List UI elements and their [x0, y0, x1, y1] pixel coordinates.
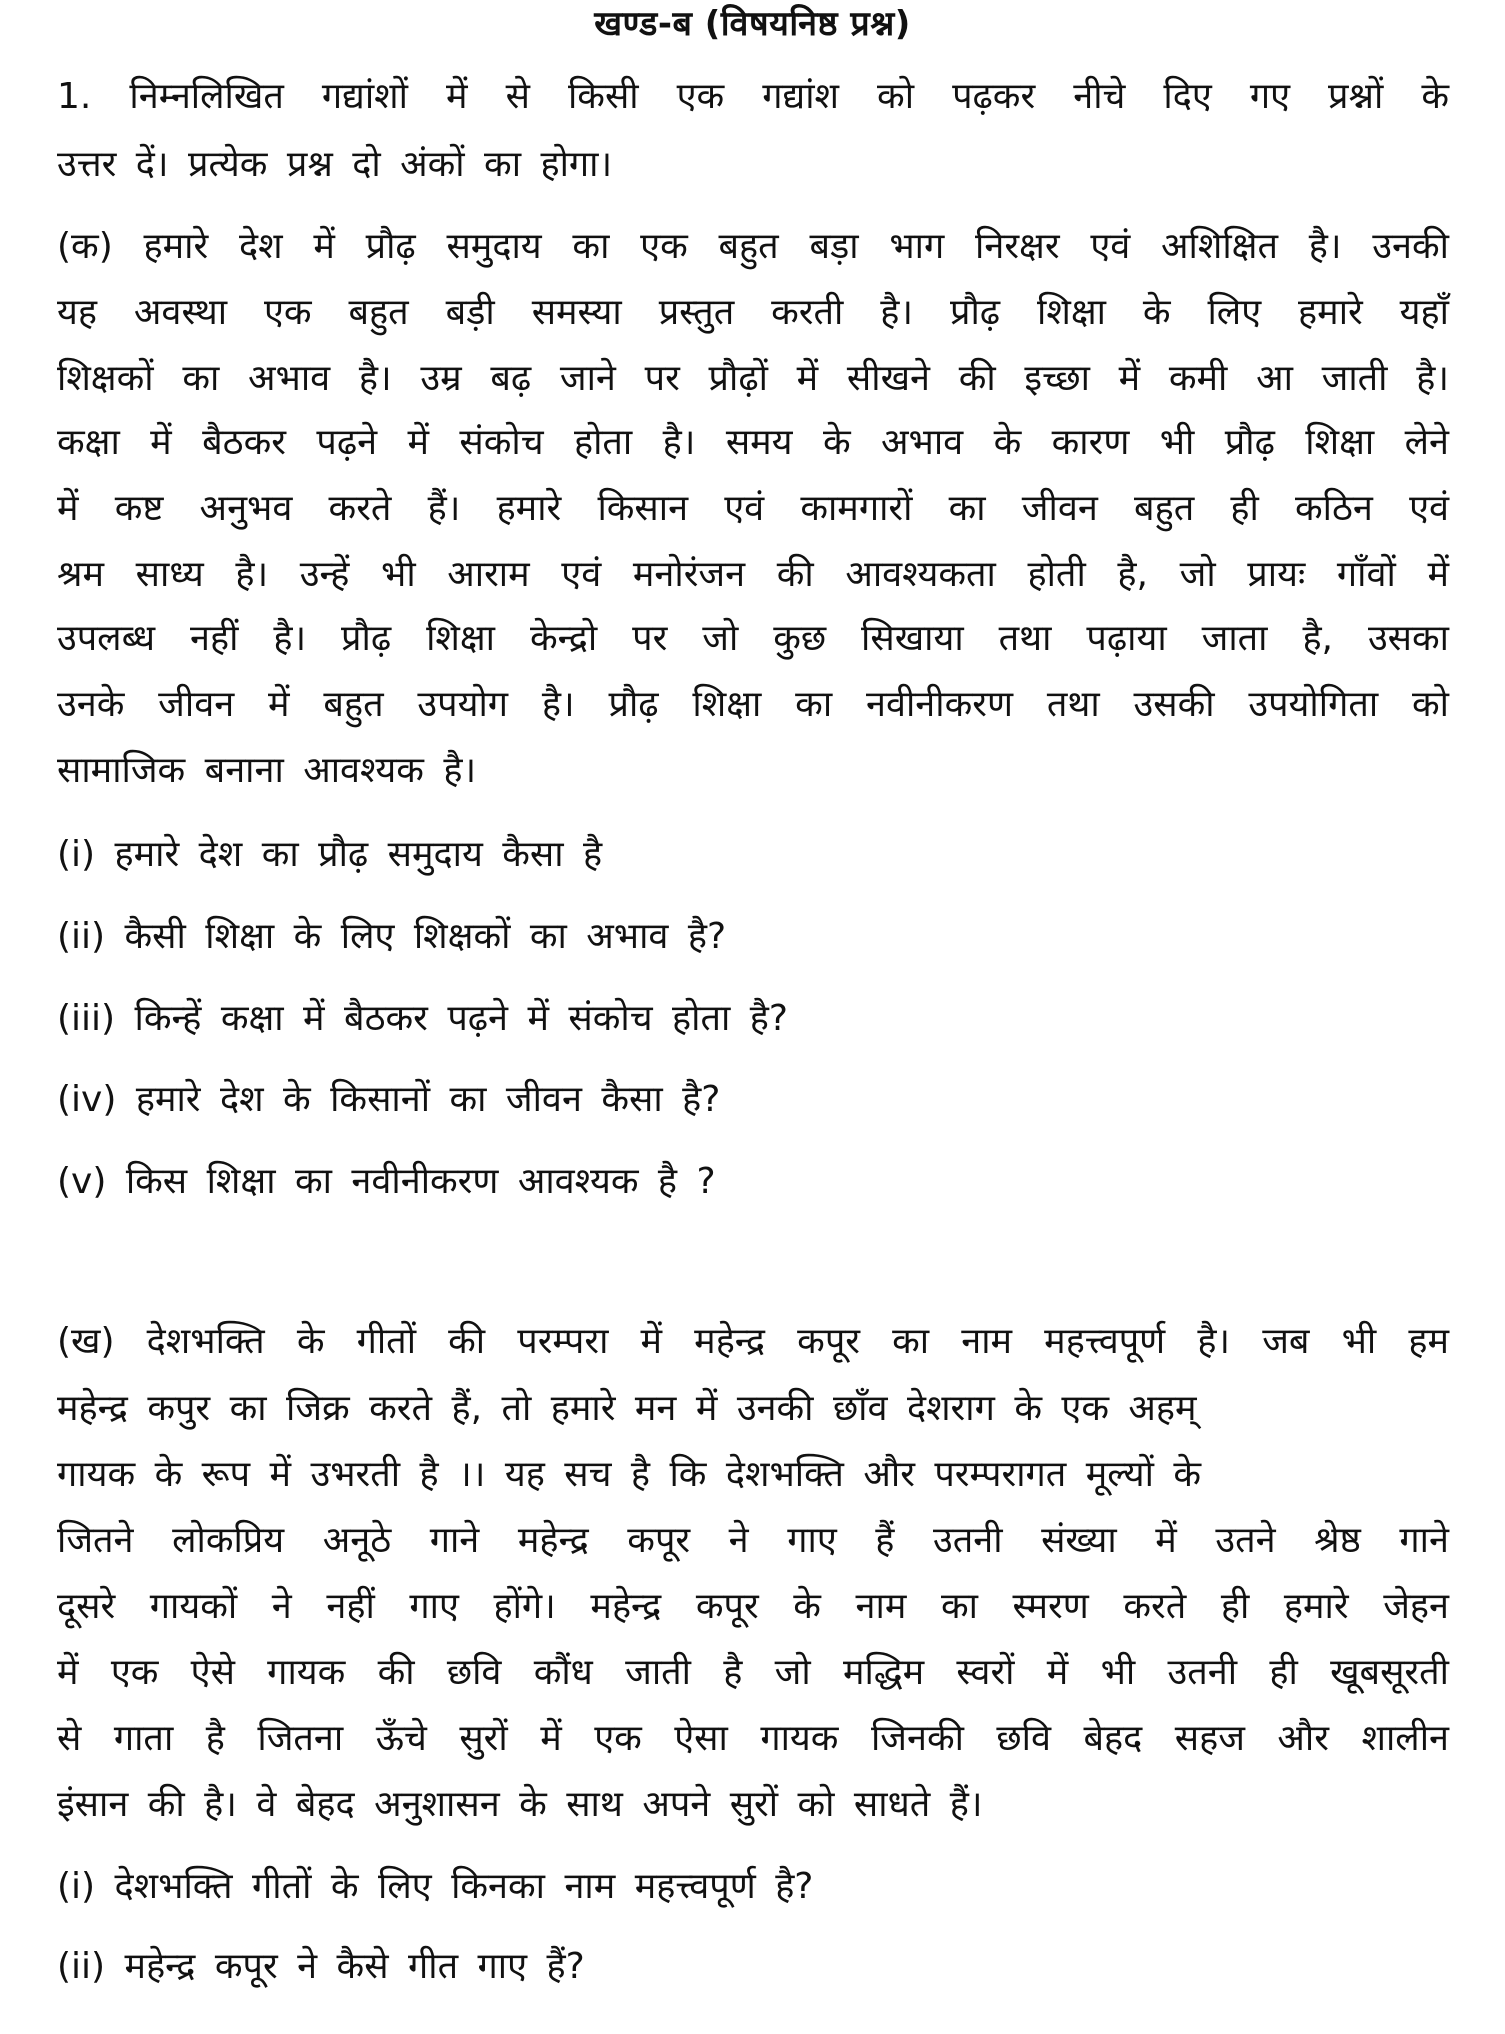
- question-item: (v) किस शिक्षा का नवीनीकरण आवश्यक है ?: [57, 1161, 716, 1202]
- question-item: (ii) कैसी शिक्षा के लिए शिक्षकों का अभाव है?: [57, 916, 727, 957]
- passage-line: में एक ऐसे गायक की छवि कौंध जाती है जो मद्धिम स्वरों में भी उतनी ही खूबसूरती: [57, 1652, 1449, 1693]
- instruction-line: 1. निम्नलिखित गद्यांशों में से किसी एक गद्यांश को पढ़कर नीचे दिए गए प्रश्नों के: [57, 76, 1449, 117]
- passage-line: दूसरे गायकों ने नहीं गाए होंगे। महेन्द्र कपूर के नाम का स्मरण करते ही हमारे जेहन: [57, 1586, 1449, 1627]
- question-item: (iii) किन्हें कक्षा में बैठकर पढ़ने में संकोच होता है?: [57, 998, 788, 1039]
- passage-line: जितने लोकप्रिय अनूठे गाने महेन्द्र कपूर ने गाए हैं उतनी संख्या में उतने श्रेष्ठ गाने: [57, 1520, 1449, 1561]
- passage-line: गायक के रूप में उभरती है ।। यह सच है कि देशभक्ति और परम्परागत मूल्यों के: [57, 1454, 1202, 1495]
- question-item: (ii) महेन्द्र कपूर ने कैसे गीत गाए हैं?: [57, 1946, 585, 1987]
- passage-line: श्रम साध्य है। उन्हें भी आराम एवं मनोरंजन की आवश्यकता होती है, जो प्रायः गाँवों में: [57, 554, 1449, 595]
- passage-line: कक्षा में बैठकर पढ़ने में संकोच होता है। समय के अभाव के कारण भी प्रौढ़ शिक्षा लेने: [57, 422, 1449, 463]
- section-title: खण्ड-ब (विषयनिष्ठ प्रश्न): [594, 4, 911, 44]
- passage-line: शिक्षकों का अभाव है। उम्र बढ़ जाने पर प्रौढ़ों में सीखने की इच्छा में कमी आ जाती है।: [57, 358, 1449, 399]
- passage-line: सामाजिक बनाना आवश्यक है।: [57, 750, 477, 791]
- passage-line: में कष्ट अनुभव करते हैं। हमारे किसान एवं कामगारों का जीवन बहुत ही कठिन एवं: [57, 488, 1449, 529]
- passage-line: यह अवस्था एक बहुत बड़ी समस्या प्रस्तुत करती है। प्रौढ़ शिक्षा के लिए हमारे यहाँ: [57, 292, 1449, 333]
- question-item: (i) देशभक्ति गीतों के लिए किनका नाम महत्त्वपूर्ण है?: [57, 1866, 814, 1907]
- passage-line: महेन्द्र कपुर का जिक्र करते हैं, तो हमारे मन में उनकी छाँव देशराग के एक अहम्: [57, 1388, 1197, 1429]
- passage-line: (ख) देशभक्ति के गीतों की परम्परा में महेन्द्र कपूर का नाम महत्त्वपूर्ण है। जब भी हम: [57, 1321, 1449, 1362]
- passage-line: (क) हमारे देश में प्रौढ़ समुदाय का एक बहुत बड़ा भाग निरक्षर एवं अशिक्षित है। उनकी: [57, 226, 1449, 267]
- question-item: (i) हमारे देश का प्रौढ़ समुदाय कैसा है: [57, 834, 603, 875]
- passage-line: उपलब्ध नहीं है। प्रौढ़ शिक्षा केन्द्रो पर जो कुछ सिखाया तथा पढ़ाया जाता है, उसका: [57, 618, 1449, 659]
- question-item: (iv) हमारे देश के किसानों का जीवन कैसा है?: [57, 1079, 721, 1120]
- passage-line: से गाता है जितना ऊँचे सुरों में एक ऐसा गायक जिनकी छवि बेहद सहज और शालीन: [57, 1718, 1449, 1759]
- passage-line: उनके जीवन में बहुत उपयोग है। प्रौढ़ शिक्षा का नवीनीकरण तथा उसकी उपयोगिता को: [57, 684, 1449, 725]
- instruction-line: उत्तर दें। प्रत्येक प्रश्न दो अंकों का होगा।: [57, 144, 613, 185]
- passage-line: इंसान की है। वे बेहद अनुशासन के साथ अपने सुरों को साधते हैं।: [57, 1784, 983, 1825]
